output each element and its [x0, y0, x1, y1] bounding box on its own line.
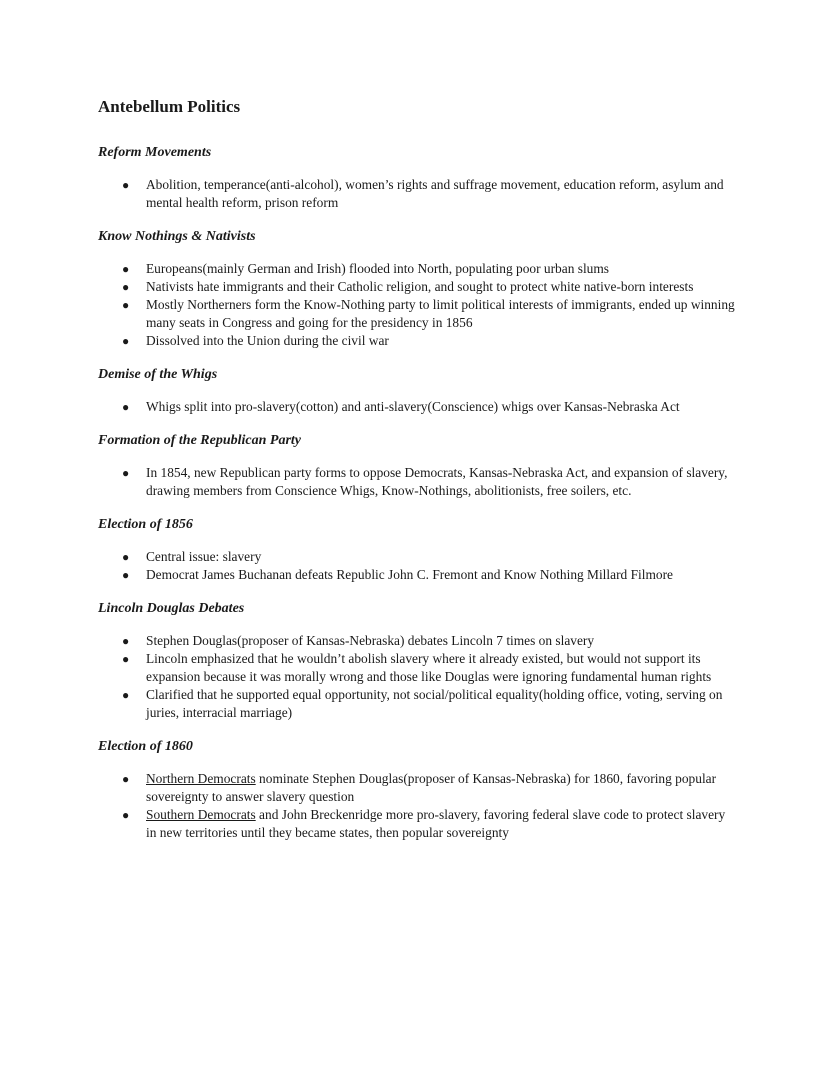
bullet-list	[98, 548, 738, 584]
section-lincoln-douglas	[98, 600, 738, 722]
bullet-icon: ●	[122, 550, 130, 564]
section-heading: Know Nothings & Nativists	[98, 229, 256, 244]
list-item-text: Nativists hate immigrants and their Catholic religion, and sought to protect white native-born interests	[146, 279, 694, 294]
list-item	[98, 278, 738, 296]
list-item	[98, 332, 738, 350]
page-title: Antebellum Politics	[98, 97, 241, 116]
bullet-icon: ●	[122, 178, 130, 192]
section-heading: Formation of the Republican Party	[98, 433, 302, 448]
bullet-icon: ●	[122, 298, 130, 312]
bullet-list	[98, 398, 738, 416]
list-item	[98, 398, 738, 416]
bullet-icon: ●	[122, 808, 130, 822]
list-item-text: Mostly Northerners form the Know-Nothing party to limit political interests of immigrants, ended up winning many seats in Congress and going for the presidency in 1856	[146, 297, 735, 330]
list-item-text: Democrat James Buchanan defeats Republic John C. Fremont and Know Nothing Millard Filmore	[146, 567, 673, 582]
section-heading: Election of 1860	[98, 739, 193, 754]
list-item	[98, 566, 738, 584]
list-item-text: Lincoln emphasized that he wouldn’t abolish slavery where it already existed, but would not support its expansion because it was morally wrong and those like Douglas were ignoring fundamental human rights	[146, 651, 712, 684]
document-page	[98, 96, 738, 858]
list-item	[98, 296, 738, 332]
list-item	[98, 770, 738, 806]
list-item-text: Abolition, temperance(anti-alcohol), women’s rights and suffrage movement, education reform, asylum and mental health reform, prison reform	[146, 177, 724, 210]
bullet-list	[98, 632, 738, 722]
section-republican-party	[98, 432, 738, 500]
bullet-icon: ●	[122, 334, 130, 348]
list-item-text: Central issue: slavery	[146, 549, 262, 564]
bullet-icon: ●	[122, 262, 130, 276]
list-item-text: Europeans(mainly German and Irish) flooded into North, populating poor urban slums	[146, 261, 609, 276]
section-reform-movements	[98, 144, 738, 212]
list-item-text: In 1854, new Republican party forms to oppose Democrats, Kansas-Nebraska Act, and expansion of slavery, drawing members from Conscience Whigs, Know-Nothings, abolitionists, free soilers, etc.	[146, 465, 728, 498]
list-item-text: Whigs split into pro-slavery(cotton) and anti-slavery(Conscience) whigs over Kansas-Nebraska Act	[146, 399, 680, 414]
list-item-text: nominate Stephen Douglas(proposer of Kansas-Nebraska) for 1860, favoring popular sovereignty to answer slavery question	[146, 771, 717, 804]
bullet-icon: ●	[122, 634, 130, 648]
section-election-1860	[98, 738, 738, 842]
bullet-icon: ●	[122, 400, 130, 414]
bullet-icon: ●	[122, 772, 130, 786]
section-heading: Reform Movements	[98, 145, 212, 160]
list-item-text: and John Breckenridge more pro-slavery, favoring federal slave code to protect slavery in new territories until they became states, then popular sovereignty	[146, 807, 726, 840]
list-item	[98, 632, 738, 650]
bullet-icon: ●	[122, 688, 130, 702]
list-item	[98, 686, 738, 722]
list-item	[98, 260, 738, 278]
bullet-icon: ●	[122, 568, 130, 582]
section-demise-of-whigs	[98, 366, 738, 416]
list-item	[98, 176, 738, 212]
list-item	[98, 806, 738, 842]
northern-democrats-term: Northern Democrats	[146, 771, 256, 786]
bullet-list	[98, 464, 738, 500]
section-heading: Demise of the Whigs	[98, 367, 218, 382]
bullet-icon: ●	[122, 280, 130, 294]
southern-democrats-term: Southern Democrats	[146, 807, 256, 822]
bullet-list	[98, 260, 738, 350]
section-heading: Election of 1856	[98, 517, 193, 532]
list-item	[98, 650, 738, 686]
section-know-nothings	[98, 228, 738, 350]
bullet-list	[98, 176, 738, 212]
bullet-list	[98, 770, 738, 842]
list-item-text: Clarified that he supported equal opportunity, not social/political equality(holding office, voting, serving on juries, interracial marriage)	[146, 687, 723, 720]
bullet-icon: ●	[122, 466, 130, 480]
bullet-icon: ●	[122, 652, 130, 666]
list-item	[98, 548, 738, 566]
section-election-1856	[98, 516, 738, 584]
list-item-text: Stephen Douglas(proposer of Kansas-Nebraska) debates Lincoln 7 times on slavery	[146, 633, 595, 648]
section-heading: Lincoln Douglas Debates	[98, 601, 245, 616]
list-item-text: Dissolved into the Union during the civil war	[146, 333, 389, 348]
list-item	[98, 464, 738, 500]
